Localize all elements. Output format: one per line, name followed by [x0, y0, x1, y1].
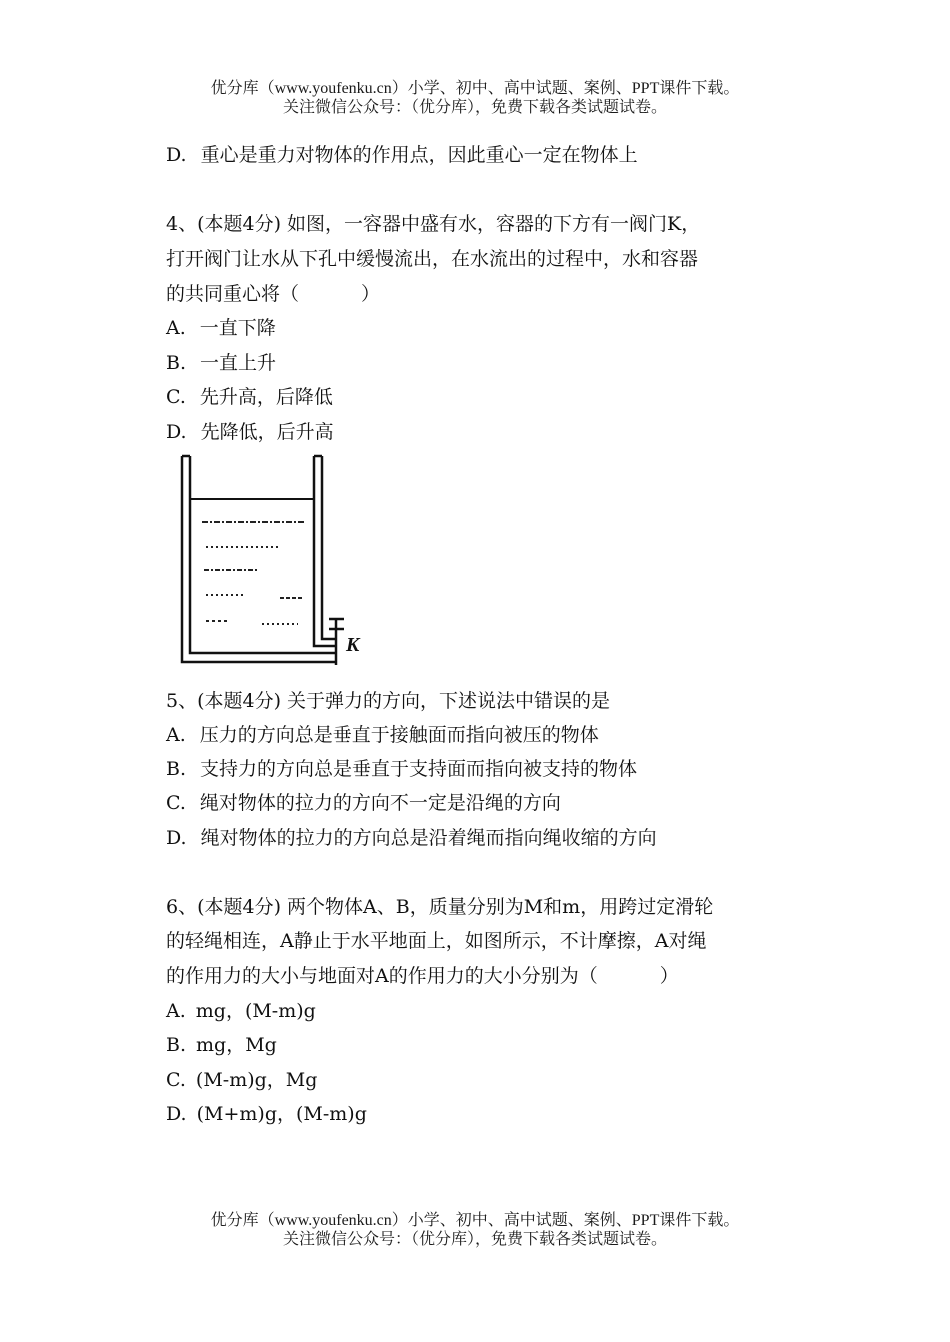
footer-line-2: 关注微信公众号：（优分库），免费下载各类试题试卷。	[282, 1231, 667, 1248]
option-text: 支持力的方向总是垂直于支持面而指向被支持的物体	[200, 758, 638, 780]
header-line-1: 优分库（www.youfenku.cn）小学、初中、高中试题、案例、PPT课件下载。	[210, 80, 740, 97]
q6-option-d	[166, 1102, 367, 1126]
option-text: mg，(M-m)g	[195, 1000, 316, 1022]
footer-line-1: 优分库（www.youfenku.cn）小学、初中、高中试题、案例、PPT课件下载。	[210, 1212, 740, 1229]
q6-stem-line-3	[166, 964, 679, 988]
stem-text-end: ）	[361, 283, 381, 305]
option-text: 重心是重力对物体的作用点，因此重心一定在物体上	[200, 144, 638, 166]
q4-stem-line-2: 打开阀门让水从下孔中缓慢流出，在水流出的过程中，水和容器	[166, 248, 699, 270]
option-text: (M+m)g，(M-m)g	[196, 1103, 367, 1125]
q5-option-b	[166, 757, 637, 781]
option-label: B.	[166, 758, 187, 780]
q3-option-d	[166, 143, 638, 167]
option-text: 一直下降	[199, 317, 276, 339]
q6-stem-line-1: 6、(本题4分) 两个物体A、B，质量分别为M和m，用跨过定滑轮	[166, 896, 714, 918]
q6-option-b	[166, 1033, 277, 1057]
page-footer	[0, 1211, 950, 1249]
header-line-2: 关注微信公众号：（优分库），免费下载各类试题试卷。	[282, 99, 667, 116]
container-walls	[182, 456, 336, 662]
q4-stem-line-3	[166, 282, 380, 306]
option-text: 压力的方向总是垂直于接触面而指向被压的物体	[199, 724, 599, 746]
q4-option-d	[166, 420, 334, 444]
q6-option-a	[166, 999, 316, 1023]
option-text: 先升高，后降低	[199, 386, 333, 408]
option-label: B.	[166, 1034, 187, 1056]
page-header	[0, 79, 950, 117]
q4-stem-line-1: 4、(本题4分) 如图，一容器中盛有水，容器的下方有一阀门K，	[166, 213, 701, 235]
stem-text-end: ）	[659, 965, 679, 987]
stem-text: 的作用力的大小与地面对A的作用力的大小分别为（	[166, 965, 598, 987]
q5-stem-line-1: 5、(本题4分) 关于弹力的方向，下述说法中错误的是	[166, 690, 611, 712]
option-label: A.	[166, 1000, 186, 1022]
q6-stem-line-2: 的轻绳相连，A静止于水平地面上，如图所示，不计摩擦，A对绳	[166, 930, 707, 952]
option-label: A.	[166, 724, 186, 746]
option-label: D.	[166, 1103, 187, 1125]
q4-option-a	[166, 316, 276, 340]
q4-option-c	[166, 385, 333, 409]
option-label: B.	[166, 352, 187, 374]
option-label: C.	[166, 792, 186, 814]
q5-option-a	[166, 723, 599, 747]
option-text: (M-m)g，Mg	[195, 1069, 318, 1091]
valve-label: K	[346, 634, 360, 656]
option-text: 绳对物体的拉力的方向不一定是沿绳的方向	[199, 792, 561, 814]
water-marks	[202, 522, 306, 624]
option-text: 绳对物体的拉力的方向总是沿着绳而指向绳收缩的方向	[200, 827, 657, 849]
option-label: D.	[166, 827, 187, 849]
option-label: A.	[166, 317, 186, 339]
option-label: C.	[166, 386, 186, 408]
option-text: mg，Mg	[196, 1034, 277, 1056]
option-text: 先降低，后升高	[200, 421, 334, 443]
option-label: D.	[166, 421, 187, 443]
valve-icon	[329, 619, 344, 665]
stem-text: 的共同重心将（	[166, 283, 300, 305]
option-label: C.	[166, 1069, 186, 1091]
q6-option-c	[166, 1068, 317, 1092]
q5-option-d	[166, 826, 657, 850]
option-label: D.	[166, 144, 187, 166]
option-text: 一直上升	[200, 352, 277, 374]
q4-option-b	[166, 351, 276, 375]
q5-option-c	[166, 791, 561, 815]
container-valve-figure	[178, 453, 378, 667]
